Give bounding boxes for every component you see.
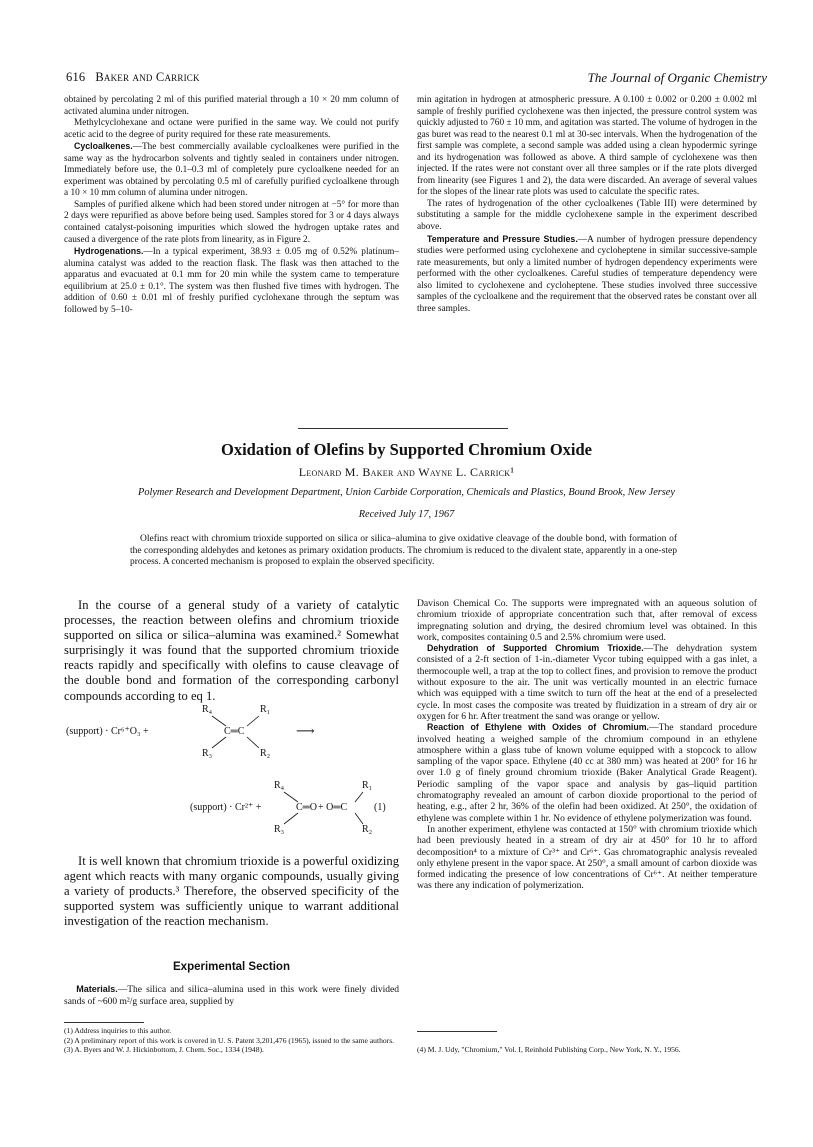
paragraph-text: In another experiment, ethylene was contacted at 150° with chromium trioxide which had been previously heated in a stream of dry air at 450° for 10 hr to afford decomposition⁴ to a mixture of Cr³⁺ and Cr⁶⁺. Gas chromatographic analysis revealed only ethylene present in the vapor space. At 250°, a small amount of carbon dioxide was formed indicating the presence of low concentrations of Cr⁶⁺. At neither temperature was there any indication of polymerization. bbox=[417, 823, 757, 892]
running-header-left bbox=[66, 70, 200, 85]
paragraph-text: Methylcyclohexane and octane were purified in the same way. We could not purify acetic acid to the degree of purity required for these rate measurements. bbox=[64, 118, 399, 140]
bottom-right-column bbox=[417, 598, 757, 892]
eq-plus-o-double-c: + O═C bbox=[318, 802, 348, 813]
paragraph bbox=[64, 246, 399, 316]
run-in-heading: Reaction of Ethylene with Oxides of Chromium. bbox=[427, 722, 649, 733]
paragraph-text: —In a typical experiment, 38.93 ± 0.05 mg of 0.52% platinum–alumina catalyst was added to the reaction flask. The flask was then attached to the apparatus and evacuated at 0.1 mm for 20 min while the system came to temperature equilibrium at 25.0 ± 0.1°. The system was then flushed five times with hydrogen. The addition of 0.60 ± 0.01 ml of freshly purified cyclohexane through the septum was followed by 5–10- bbox=[64, 247, 399, 315]
run-in-heading: Dehydration of Supported Chromium Trioxide. bbox=[427, 643, 644, 654]
paragraph bbox=[417, 722, 757, 824]
eq-r1-right: R₁ bbox=[362, 780, 373, 791]
paragraph bbox=[417, 643, 757, 722]
paragraph-text: —The best commercially available cycloalkenes were purified in the same way as the hydrocarbon solvents and tightly sealed in containers under nitrogen. Immediately before use, the 0.1–0.3 ml of completely pure cycloalkene needed for an experiment was obtained by percolating 0.5 ml of carefully purified cycloalkene through a 10 × 10 mm column of alumina under nitrogen. bbox=[64, 142, 399, 199]
eq-r2-left: R₂ bbox=[260, 748, 271, 759]
paragraph bbox=[64, 141, 399, 200]
abstract: Olefins react with chromium trioxide supported on silica or silica–alumina to give oxidative cleavage of the double bond, with formation of the corresponding aldehydes and ketones as primary oxidation products. The chromium is reduced to the divalent state, apparently in a one-step process. A concerted mechanism is proposed to explain the observed specificity. bbox=[130, 534, 677, 568]
paragraph-text: Samples of purified alkene which had been stored under nitrogen at −5° for more than 2 days were repurified as above before being used. Samples stored for 3 or 4 days always contained catalyst-poisoning impurities which slowed the hydrogen uptake rates and caused a divergence of the rate plots from linearity, as in Figure 2. bbox=[64, 199, 399, 245]
eq-r3-left: R₃ bbox=[202, 748, 213, 759]
eq-r1-left: R₁ bbox=[260, 704, 271, 715]
eq-r3-right: R₃ bbox=[274, 824, 285, 835]
eq-number: (1) bbox=[374, 802, 386, 813]
paragraph-text: min agitation in hydrogen at atmospheric pressure. A 0.100 ± 0.002 or 0.200 ± 0.002 ml sample of freshly purified cyclohexene was then injected, the pressure control system was quickly adjusted to 760 ± 10 mm, and agitation was started. The volume of hydrogen in the gas buret was read to the nearest 0.1 ml at 30-sec intervals. When the hydrogenation of the first sample was complete, a second sample was added using a clean hypodermic syringe and its hydrogenation was followed as above. A third sample of cyclohexene was then injected. If the rates were not constant over all three samples or if the rate plots diverged from linearity (see Figures 1 and 2), the data were discarded. An average of several values for the slopes of the linear rate plots was used to calculate the specific rates. bbox=[417, 95, 757, 198]
intro-paragraph: In the course of a general study of a variety of catalytic processes, the reaction between olefins and chromium trioxide supported on silica or silica–alumina was examined.² Somewhat surprisingly it was found that the supported chromium trioxide reacts rapidly and specifically with olefins to cause cleavage of the double bond and formation of the corresponding carbonyl compounds according to eq 1. bbox=[64, 598, 399, 703]
run-in-heading: Hydrogenations. bbox=[74, 246, 144, 257]
eq-r2-right: R₂ bbox=[362, 824, 373, 835]
paragraph-text: obtained by percolating 2 ml of this purified material through a 10 × 20 mm column of activated alumina under nitrogen. bbox=[64, 95, 399, 117]
materials-head: Materials. bbox=[76, 984, 118, 994]
eq-r4-left: R₄ bbox=[202, 704, 213, 715]
eq-r4-right: R₄ bbox=[274, 780, 285, 791]
article-authors: Leonard M. Baker and Wayne L. Carrick¹ bbox=[298, 465, 515, 479]
footnote: (3) A. Byers and W. J. Hickinbottom, J. Chem. Soc., 1334 (1948). bbox=[64, 1045, 264, 1055]
paragraph bbox=[64, 118, 399, 141]
materials-paragraph bbox=[64, 984, 399, 1008]
paragraph bbox=[417, 199, 757, 234]
journal-name: The Journal of Organic Chemistry bbox=[587, 70, 767, 85]
paragraph bbox=[64, 95, 399, 118]
run-in-heading: Cycloalkenes. bbox=[74, 141, 133, 152]
equation-1 bbox=[64, 704, 399, 846]
eq-arrow: ⟶ bbox=[296, 723, 315, 738]
article-title: Oxidation of Olefins by Supported Chromium Oxide bbox=[220, 440, 592, 459]
run-in-heading: Temperature and Pressure Studies. bbox=[427, 233, 578, 244]
top-right-column bbox=[417, 95, 757, 315]
section-divider bbox=[298, 428, 508, 429]
footnote: (4) M. J. Udy, "Chromium," Vol. I, Reinhold Publishing Corp., New York, N. Y., 1956. bbox=[417, 1045, 681, 1054]
paragraph-text: The rates of hydrogenation of the other cycloalkenes (Table III) were determined by substituting a sample for the middle cyclohexene sample in the experiment described above. bbox=[417, 198, 757, 233]
eq-product-prefix: (support) · Cr²⁺ + bbox=[190, 802, 262, 813]
footnote-rule-left bbox=[64, 1022, 144, 1023]
experimental-heading: Experimental Section bbox=[173, 961, 290, 973]
paragraph-text: —A number of hydrogen pressure dependency studies were performed using cyclohexene and cycloheptene in similar successive-sample rate measurements, but only a limited number of hydrogen dependency experiments were performed with the other cycloalkenes. Careful studies of temperature dependency were also limited to cyclohexene and cycloheptene. These studies involved three successive samples of the cycloalkene and the requirement that the observed rates be constant over all three samples. bbox=[417, 234, 758, 314]
running-authors: Baker and Carrick bbox=[95, 70, 200, 84]
paragraph bbox=[64, 200, 399, 246]
paragraph-text: —The standard procedure involved heating a weighed sample of the chromium compound in an ethylene atmosphere within a glass tube of known volume equipped with a stopcock to allow sampling of the vapor space. Ethylene (40 cc at 380 mm) was heated at 200° for 16 hr over 1.0 g of finely ground chromium trioxide (Baker Analytical Grade Reagent). Periodic sampling of the vapor space and analysis by gas–liquid partition chromatography revealed an amount of carbon dioxide proportional to the period of heating, e.g., after 2 hr, 36% of the olefin had been oxidized. At 250°, the oxidation of ethylene was complete within 1 hr. No evidence of ethylene polymerization was found. bbox=[417, 722, 757, 824]
received-date: Received July 17, 1967 bbox=[358, 509, 455, 520]
footnotes-left bbox=[64, 1026, 399, 1055]
affiliation: Polymer Research and Development Department, Union Carbide Corporation, Chemicals and Plastics, Bound Brook, New Jersey bbox=[138, 487, 675, 498]
eq-reactant-prefix: (support) · Cr⁶⁺O₃ + bbox=[66, 726, 149, 737]
eq-c-double-o: C═O bbox=[296, 802, 317, 813]
paragraph bbox=[417, 95, 757, 199]
materials-text: —The silica and silica–alumina used in this work were finely divided sands of ~600 m²/g surface area, supplied by bbox=[64, 985, 399, 1007]
paragraph bbox=[417, 824, 757, 892]
intro-paragraph-2: It is well known that chromium trioxide is a powerful oxidizing agent which reacts with many organic compounds, usually giving a variety of products.³ Therefore, the observed specificity of the supported system was sufficiently unique to warrant additional investigation of the reaction mechanism. bbox=[64, 854, 399, 929]
paragraph-text: Davison Chemical Co. The supports were impregnated with an aqueous solution of chromium trioxide of appropriate concentration such that, after removal of excess impregnating solution and drying, the desired chromium level was obtained. In this work, composites containing 0.5 and 2.5% chromium were used. bbox=[417, 598, 757, 643]
footnote-rule-right bbox=[417, 1031, 497, 1032]
page-number: 616 bbox=[66, 70, 86, 84]
top-left-column bbox=[64, 95, 399, 316]
paragraph bbox=[417, 598, 757, 643]
footnotes-right bbox=[417, 1045, 757, 1055]
paragraph-text: —The dehydration system consisted of a 2-ft section of 1-in.-diameter Vycor tubing equipped with a gas inlet, a thermocouple well, a trap at the top to collect fines, and provision to remove the product without exposure to the air. The unit was vertically mounted in an electric furnace which was equipped with a time switch to turn off the heat at the end of a preselected cycle. In most cases the composite was treated by fluidization in a stream of dry air or oxygen for 6 hr. After treatment the sand was orange or yellow. bbox=[417, 643, 757, 722]
footnote: (1) Address inquiries to this author. bbox=[64, 1026, 172, 1035]
eq-bond-lines bbox=[64, 704, 399, 846]
footnote: (2) A preliminary report of this work is covered in U. S. Patent 3,201,476 (1965), issued to the same authors. bbox=[64, 1035, 395, 1045]
eq-c-double-c: C═C bbox=[224, 726, 245, 737]
paragraph bbox=[417, 234, 757, 316]
